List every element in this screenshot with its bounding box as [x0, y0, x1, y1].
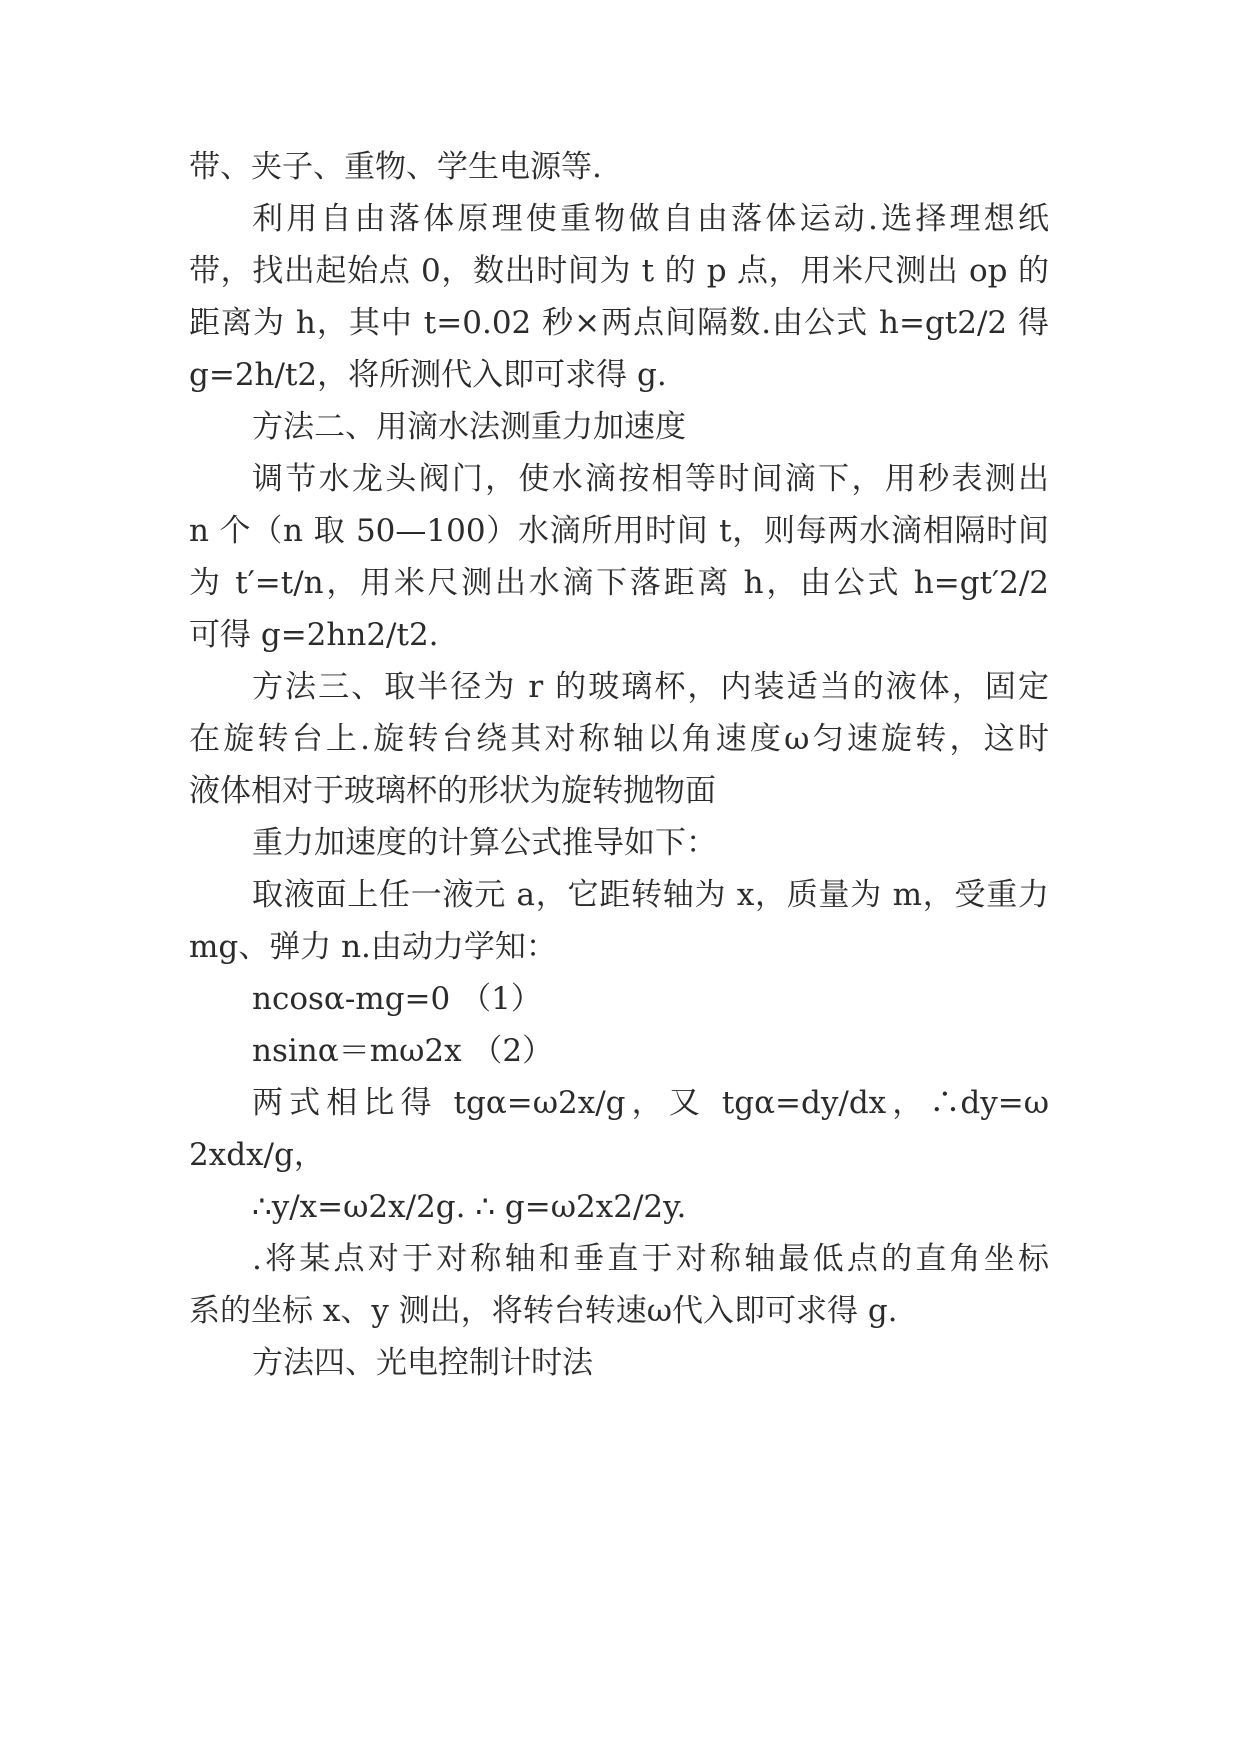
- text-line: 带，找出起始点 0，数出时间为 t 的 p 点，用米尺测出 op 的: [189, 253, 1049, 289]
- equation-line: nsinα＝mω2x （2）: [252, 1033, 554, 1069]
- text-line: 液体相对于玻璃杯的形状为旋转抛物面: [189, 773, 716, 809]
- text-line: 为 t′=t/n，用米尺测出水滴下落距离 h，由公式 h=gt′2/2: [189, 565, 1049, 601]
- paragraph-line: 调节水龙头阀门，使水滴按相等时间滴下，用秒表测出: [252, 461, 1049, 497]
- equation-line: ∴y/x=ω2x/2g. ∴ g=ω2x2/2y.: [252, 1189, 687, 1225]
- paragraph-line: .将某点对于对称轴和垂直于对称轴最低点的直角坐标: [252, 1241, 1049, 1277]
- paragraph-line: 方法三、取半径为 r 的玻璃杯，内装适当的液体，固定: [252, 669, 1049, 705]
- text-line: mg、弹力 n.由动力学知：: [189, 929, 557, 965]
- text-line: 2xdx/g，: [189, 1137, 325, 1173]
- paragraph-line: 重力加速度的计算公式推导如下：: [252, 825, 717, 861]
- paragraph-line: 取液面上任一液元 a，它距转轴为 x，质量为 m，受重力: [252, 877, 1049, 913]
- text-line: g=2h/t2，将所测代入即可求得 g.: [189, 357, 667, 393]
- text-line: 在旋转台上.旋转台绕其对称轴以角速度ω匀速旋转，这时: [189, 721, 1049, 757]
- text-line: 系的坐标 x、y 测出，将转台转速ω代入即可求得 g.: [189, 1293, 898, 1329]
- text-line: n 个（n 取 50—100）水滴所用时间 t，则每两水滴相隔时间: [189, 513, 1049, 549]
- paragraph-line: 两式相比得 tgα=ω2x/g，又 tgα=dy/dx，∴dy=ω: [252, 1085, 1049, 1121]
- section-heading: 方法四、光电控制计时法: [252, 1345, 593, 1381]
- section-heading: 方法二、用滴水法测重力加速度: [252, 409, 686, 445]
- text-line: 可得 g=2hn2/t2.: [189, 617, 439, 653]
- text-line: 距离为 h，其中 t=0.02 秒×两点间隔数.由公式 h=gt2/2 得: [189, 305, 1049, 341]
- paragraph-line: 利用自由落体原理使重物做自由落体运动.选择理想纸: [252, 201, 1049, 237]
- equation-line: ncosα-mg=0 （1）: [252, 981, 542, 1017]
- text-line: 带、夹子、重物、学生电源等.: [189, 149, 602, 185]
